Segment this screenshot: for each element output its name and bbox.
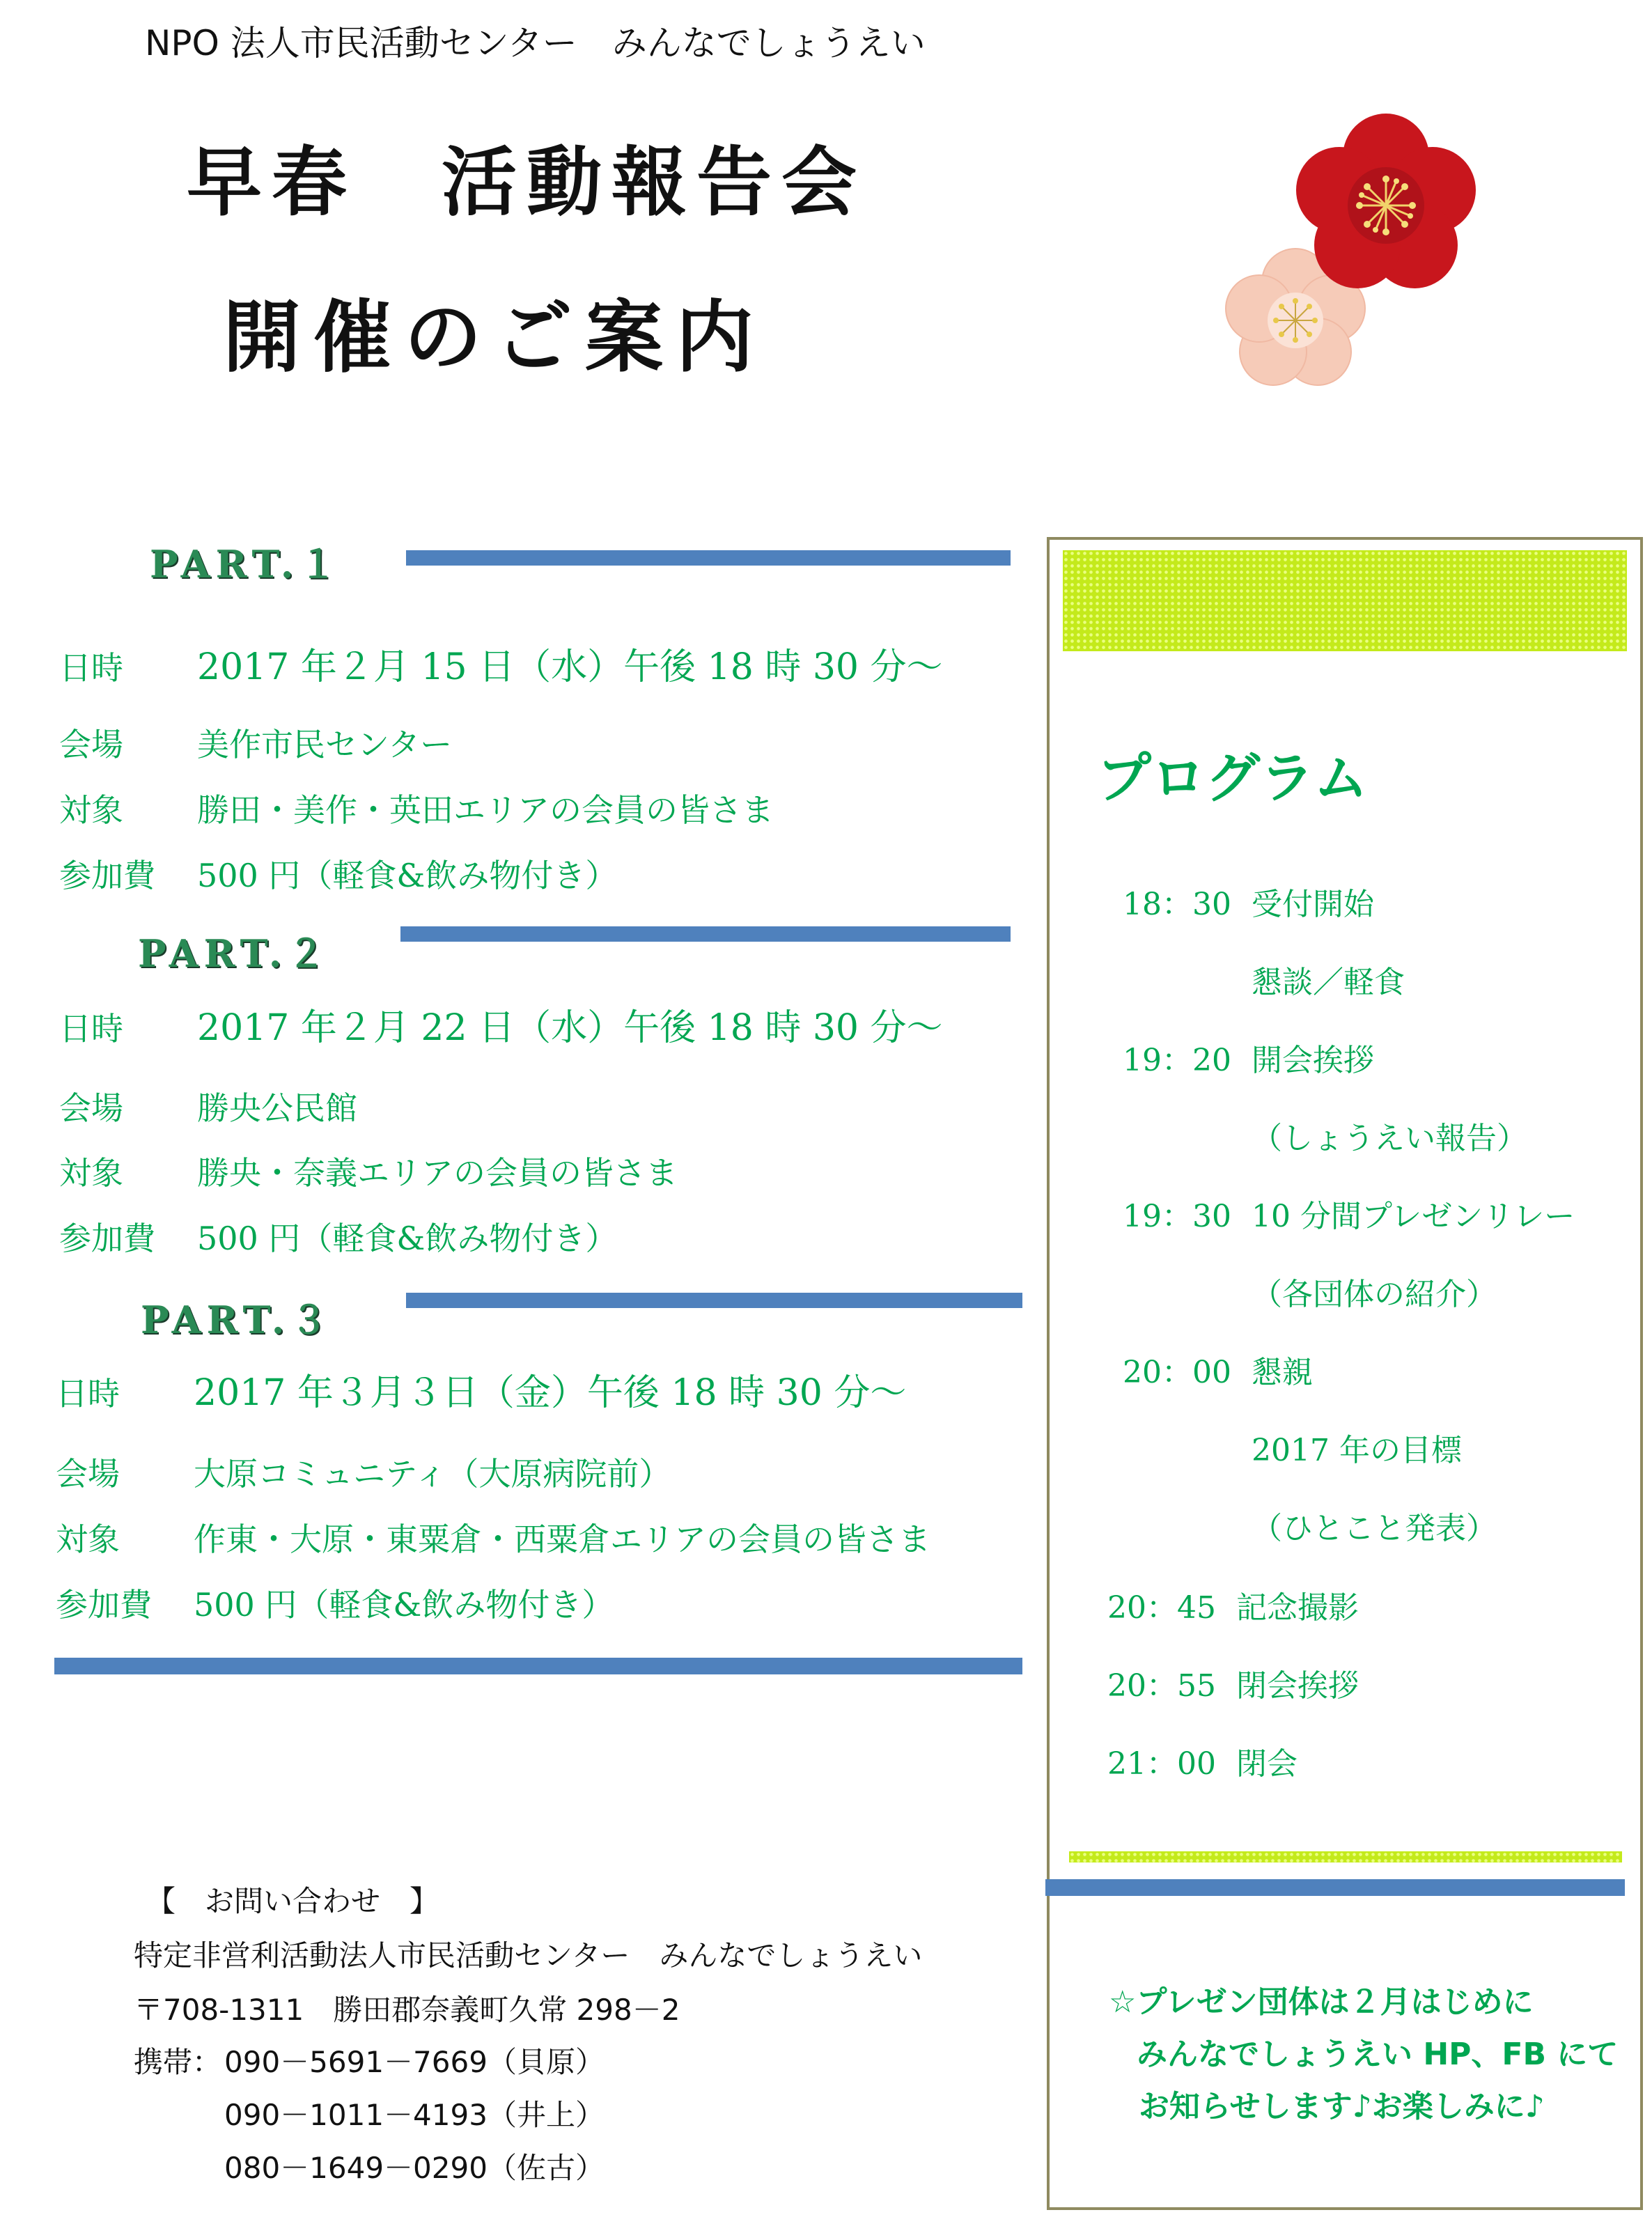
contact-phone-label: 携帯： — [134, 2045, 222, 2079]
program-text: （ひとこと発表） — [1252, 1511, 1497, 1546]
contact-heading: 【 お問い合わせ 】 — [146, 1884, 439, 1918]
part1-fee-row — [59, 850, 617, 896]
part1-label: PART.１ — [150, 542, 343, 586]
part3-venue-value: 大原コミュニティ（大原病院前） — [194, 1455, 671, 1493]
program-time: 20：45 — [1107, 1590, 1216, 1626]
organization-name: NPO 法人市民活動センター みんなでしょうえい — [145, 23, 926, 63]
part3-fee-row — [56, 1580, 614, 1626]
part2-venue-row — [59, 1083, 357, 1129]
part3-date-row — [56, 1363, 906, 1415]
part3-venue-label: 会場 — [56, 1455, 120, 1493]
part3-fee-value: 500 円（軽食&飲み物付き） — [194, 1586, 614, 1624]
part2-target-row — [59, 1148, 678, 1194]
program-item — [1123, 1425, 1462, 1470]
part2-target-label: 対象 — [59, 1154, 123, 1192]
plum-blossom-icon — [1212, 104, 1504, 425]
page-title: 早春 活動報告会 — [187, 139, 867, 226]
program-item — [1123, 1503, 1497, 1548]
note-line3: お知らせします♪お楽しみに♪ — [1139, 2089, 1545, 2124]
part2-date-row — [59, 998, 943, 1050]
program-time: 21：00 — [1107, 1746, 1216, 1782]
part2-date-value: 2017 年２月 22 日（水）午後 18 時 30 分～ — [197, 1007, 943, 1049]
part1-date-value: 2017 年２月 15 日（水）午後 18 時 30 分～ — [197, 646, 943, 688]
program-title: プログラム — [1097, 747, 1369, 810]
program-item — [1107, 1738, 1298, 1783]
contact-phone2: 090－1011－4193（井上） — [224, 2098, 605, 2132]
contact-phone-row — [134, 2039, 605, 2081]
part1-venue-label: 会場 — [59, 726, 123, 763]
part2-venue-label: 会場 — [59, 1089, 123, 1127]
part2-fee-label: 参加費 — [59, 1220, 155, 1257]
program-text: 閉会挨拶 — [1236, 1668, 1359, 1704]
part1-fee-label: 参加費 — [59, 857, 155, 894]
program-item — [1123, 1113, 1527, 1158]
part2-venue-value: 勝央公民館 — [197, 1089, 357, 1127]
contact-phone3: 080－1649－0290（佐古） — [224, 2151, 605, 2185]
program-time: 18：30 — [1123, 887, 1231, 922]
program-text: 受付開始 — [1252, 887, 1374, 922]
program-text: 閉会 — [1236, 1746, 1298, 1782]
part3-divider — [406, 1293, 1022, 1308]
part2-fee-value: 500 円（軽食&飲み物付き） — [197, 1220, 618, 1257]
program-time: 20：55 — [1107, 1668, 1216, 1704]
program-item — [1123, 957, 1405, 1002]
part3-date-value: 2017 年３月３日（金）午後 18 時 30 分～ — [194, 1372, 907, 1414]
program-divider — [1045, 1879, 1625, 1896]
contact-org: 特定非営利活動法人市民活動センター みんなでしょうえい — [134, 1938, 923, 1973]
program-item — [1123, 1191, 1575, 1236]
part1-fee-value: 500 円（軽食&飲み物付き） — [197, 857, 618, 894]
part1-date-label: 日時 — [59, 649, 123, 687]
part1-venue-value: 美作市民センター — [197, 726, 453, 763]
note-line2: みんなでしょうえい HP、FB にて — [1137, 2037, 1619, 2072]
program-text: 10 分間プレゼンリレー — [1252, 1199, 1575, 1234]
part3-target-value: 作東・大原・東粟倉・西粟倉エリアの会員の皆さま — [194, 1520, 930, 1558]
program-time: 20：00 — [1123, 1355, 1231, 1390]
program-item — [1123, 879, 1374, 924]
part1-target-row — [59, 785, 774, 831]
part1-venue-row — [59, 719, 452, 765]
contact-phone1: 090－5691－7669（貝原） — [224, 2045, 605, 2079]
program-text: 懇談／軽食 — [1252, 965, 1405, 1000]
program-bottom-band — [1069, 1851, 1622, 1862]
part2-date-label: 日時 — [59, 1010, 123, 1048]
part1-target-value: 勝田・美作・英田エリアの会員の皆さま — [197, 791, 774, 829]
part1-target-label: 対象 — [59, 791, 123, 829]
part2-label: PART.２ — [138, 931, 331, 976]
part3-target-label: 対象 — [56, 1520, 120, 1558]
program-text: （しょうえい報告） — [1252, 1121, 1527, 1156]
program-item — [1123, 1269, 1497, 1314]
note-line1: ☆プレゼン団体は２月はじめに — [1109, 1984, 1534, 2020]
part2-divider — [400, 926, 1011, 942]
program-text: 記念撮影 — [1236, 1590, 1359, 1626]
program-item — [1107, 1660, 1359, 1705]
part1-date-row — [59, 637, 943, 690]
contact-address: 〒708-1311 勝田郡奈義町久常 298－2 — [134, 1993, 680, 2027]
section-bottom-divider — [54, 1658, 1022, 1674]
program-item — [1123, 1035, 1374, 1080]
part3-label: PART.３ — [141, 1298, 334, 1342]
program-time: 19：20 — [1123, 1043, 1231, 1078]
program-time: 19：30 — [1123, 1199, 1231, 1234]
part3-date-label: 日時 — [56, 1375, 120, 1413]
part1-divider — [406, 550, 1011, 566]
program-item — [1123, 1347, 1313, 1392]
program-text: 懇親 — [1252, 1355, 1313, 1390]
part3-fee-label: 参加費 — [56, 1586, 152, 1624]
part3-venue-row — [56, 1449, 671, 1495]
program-item — [1107, 1582, 1359, 1627]
program-text: 開会挨拶 — [1252, 1043, 1374, 1078]
program-text: 2017 年の目標 — [1252, 1433, 1462, 1468]
program-top-band — [1063, 550, 1627, 651]
part3-target-row — [56, 1514, 930, 1560]
part2-target-value: 勝央・奈義エリアの会員の皆さま — [197, 1154, 678, 1192]
page-subtitle: 開催のご案内 — [223, 293, 766, 383]
part2-fee-row — [59, 1213, 617, 1259]
program-text: （各団体の紹介） — [1252, 1277, 1497, 1312]
